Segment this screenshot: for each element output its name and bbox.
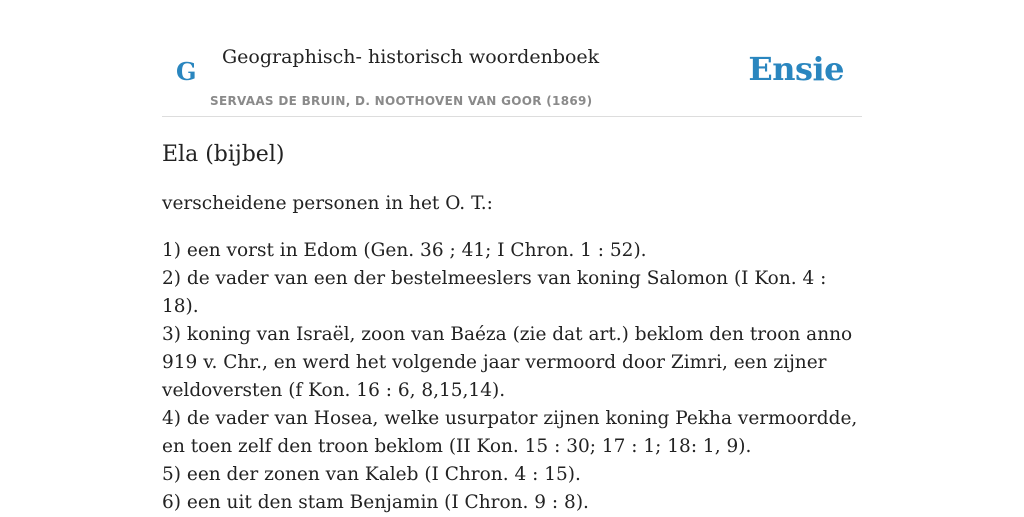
source-book-authors: SERVAAS DE BRUIN, D. NOOTHOVEN VAN GOOR (1869) <box>210 94 593 108</box>
definition-item: 5) een der zonen van Kaleb (I Chron. 4 : 15). <box>162 464 581 485</box>
source-book-title[interactable]: Geographisch- historisch woordenboek <box>222 46 600 68</box>
definition-item: 1) een vorst in Edom (Gen. 36 ; 41; I Chron. 1 : 52). <box>162 240 647 261</box>
entry-intro: verscheidene personen in het O. T.: <box>162 193 493 214</box>
page-header <box>162 0 862 117</box>
definition-item: 3) koning van Israël, zoon van Baéza (zie dat art.) beklom den troon anno 919 v. Chr., en werd het volgende jaar vermoord door Zimri, een zijner veldoversten (f Kon. 16 : 6, 8,15,14). <box>162 324 853 401</box>
letter-index-link[interactable]: G <box>176 57 197 86</box>
definition-item: 6) een uit den stam Benjamin (I Chron. 9 : 8). <box>162 492 589 513</box>
definition-item: 2) de vader van een der bestelmeeslers van koning Salomon (I Kon. 4 : 18). <box>162 268 827 317</box>
entry-title: Ela (bijbel) <box>162 142 285 167</box>
entry-definition-list <box>162 237 862 517</box>
ensie-logo[interactable]: Ensie <box>748 50 844 88</box>
definition-item: 4) de vader van Hosea, welke usurpator zijnen koning Pekha vermoordde, en toen zelf den troon beklom (II Kon. 15 : 30; 17 : 1; 18: 1, 9). <box>162 408 858 457</box>
entry-content <box>162 140 862 517</box>
